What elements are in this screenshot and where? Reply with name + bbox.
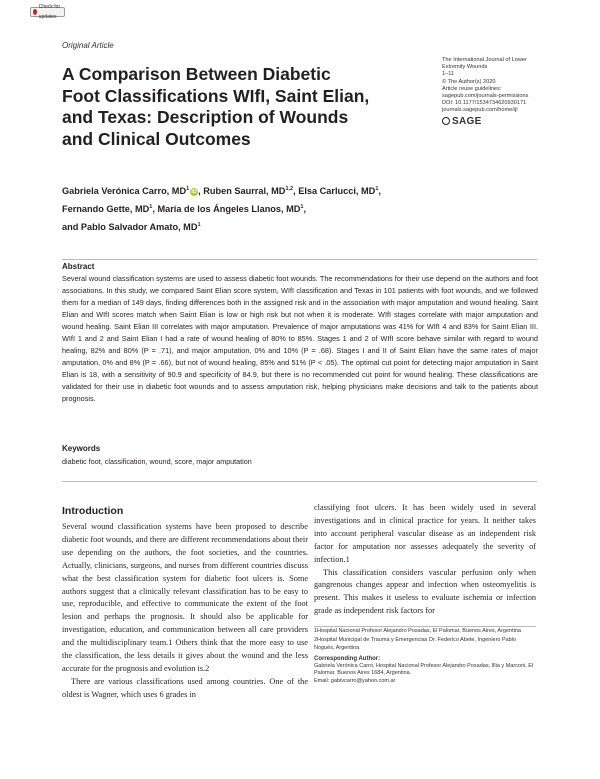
sage-logo — [442, 116, 562, 127]
keywords-divider — [62, 481, 537, 482]
author-line: and Pablo Salvador Amato, $MD^1$ — [62, 222, 201, 233]
affiliation-marker: 1 — [186, 186, 190, 192]
body-column-left — [62, 521, 308, 702]
affiliation-marker: 1,2 — [285, 186, 294, 192]
affiliation-footnote: 1Hospital Nacional Profesor Alejandro Posadas, El Palomar, Buenos Aires, Argentina — [314, 628, 521, 634]
journal-name: The International Journal of Lower — [442, 57, 527, 63]
affiliation-marker: 1 — [197, 222, 201, 229]
corresponding-author-address: Gabriela Verónica Carro, Hospital Nacional Profesor Alejandro Posadas, Illia y Marconi, El Palomar, Buenos Aires 1684, Argentina. — [314, 663, 534, 677]
footnotes — [314, 628, 536, 685]
affiliation-footnote: 2Hospital Municipal de Trauma y Emergencias Dr. Federico Abete, Ingeniero Pablo Nogués, Argentina — [314, 637, 517, 651]
permissions-link[interactable]: sagepub.com/journals-permissions — [442, 93, 529, 100]
author-name: Fernando Gette, MD — [62, 204, 150, 215]
abstract-divider — [62, 259, 537, 260]
keywords-heading: Keywords — [62, 444, 101, 453]
update-icon — [33, 9, 37, 15]
abstract-text: Several wound classification systems are used to assess diabetic foot wounds. The recommendations for their use depend on the authors and foot associations. In this study, we compared Saint Elian score system, WIfI classification and Texas in 101 patients with foot wounds, and we followed them for a median of 149 days, finding differences both in the assigned risk and in the association with major amputation and wound healing. Saint Elian and WIfI scores match when Saint Elian is low or high risk but not when it is moderate. WIfI stages correlate with major amputation and wound healing. Saint Elian III correlates with major amputation. Prevalence of major amputations was 41% for WIfI 4 and 83% for Saint Elian III. WIfI 1 and 2 and Saint Elian I had a rate of wound healing of 80% to 85%. Stages 1 and 2 of WIfI score behave similar with regard to wound healing, 82% and 80% (P = .71), and major amputation, 0% and 10% (P = .68). Stages I and II of Saint Elian have the same rates of major amputation, 0% and 8% (P = .66), but not of wound healing, 85% and 51% (P < .05). The optimal cut point for detecting major amputation in Saint Elian is 18, with a sensitivity of 90.9 and specificity of 84.9, but there is no recommended cut point for wound healing. These classifications are validated for their use in diabetic foot wounds and to assess amputation risk, helping physicians make decisions and talk to the patients about prognosis. — [62, 274, 538, 403]
journal-home-link[interactable]: journals.sagepub.com/home/ijl — [442, 107, 518, 114]
sage-logo-icon — [442, 117, 450, 125]
body-paragraph: classifying foot ulcers. It has been widely used in several investigations and in clinical practice for years. It neither takes into account peripheral vascular disease as an independent risk factor for amputation nor assesses adequately the severity of infection.1 — [314, 503, 536, 564]
badge-label: Check for updates — [38, 4, 61, 20]
body-column-right — [314, 502, 536, 618]
body-paragraph: This classification considers vascular perfusion only when gangrenous changes appear and infection when osteomyelitis is present. This makes it useless to evaluate ischemia or infection grade as independent risk factors for — [314, 567, 536, 616]
author-name: Elsa Carlucci, MD — [298, 186, 376, 197]
author-list — [62, 181, 462, 235]
introduction-heading: Introduction — [62, 505, 124, 517]
title-line: and Clinical Outcomes — [62, 128, 251, 149]
body-paragraph: There are various classifications used among countries. One of the oldest is Wagner, which uses 6 grades in — [62, 676, 308, 699]
copyright: © The Author(s) 2020 — [442, 78, 496, 85]
title-line: Foot Classifications WIfI, Saint Elian, — [62, 85, 370, 106]
author-name: Gabriela Verónica Carro, MD — [62, 186, 187, 197]
check-for-updates-badge[interactable] — [30, 4, 65, 20]
article-title — [62, 64, 392, 150]
orcid-icon[interactable]: iD — [191, 188, 197, 195]
body-paragraph: Several wound classification systems have been proposed to describe diabetic foot wounds, and there are different recommendations about their use depending on the authors, the foot societies, and the countries. Actually, clinicians, surgeons, and nurses from different countries discuss what the best classification system for diabetic foot ulcers is. Some authors suggest that a clinically relevant classification has to be easy to use, reproducible, and effective to communicate the extent of the foot lesion and perhaps the prognosis. It should also be applicable for investigation, education, and communication between all care providers and the multidisciplinary team.1 Others think that the more easy to use the classification, the less details it gives about the wound and the less accurate for the prognosis and evolution is.2 — [62, 522, 308, 673]
corresponding-author-heading: Corresponding Author: — [314, 655, 381, 662]
journal-name: Extremity Wounds — [442, 64, 488, 71]
author-name: Pablo Salvador Amato, MD — [80, 222, 198, 233]
author-line: Fernando Gette, $MD^1$, María de los Ángeles Llanos, $MD^1$, — [62, 204, 307, 215]
author-name: María de los Ángeles Llanos, MD — [157, 204, 301, 215]
author-name: Ruben Saurral, MD — [203, 186, 286, 197]
reuse-label: Article reuse guidelines: — [442, 85, 502, 92]
affiliation-marker: 1 — [375, 186, 379, 192]
article-type: Original Article — [62, 41, 114, 50]
abstract-heading: Abstract — [62, 262, 95, 271]
page-range: 1–11 — [442, 71, 455, 78]
title-line: and Texas: Description of Wounds — [62, 107, 349, 127]
corresponding-author-email[interactable]: Email: gabivcarro@yahoo.com.ar — [314, 677, 396, 684]
footnote-divider — [314, 626, 536, 627]
title-line: A Comparison Between Diabetic — [62, 64, 331, 84]
author-line: Gabriela Verónica Carro, $MD^1$ iD, Ruben Saurral, MD$^{1,2}$, Elsa Carlucci, $MD^1$, — [62, 186, 381, 197]
journal-info — [442, 57, 562, 127]
affiliation-marker: 1 — [149, 204, 153, 211]
publisher-name: SAGE — [452, 115, 482, 127]
keywords-text: diabetic foot, classification, wound, score, major amputation — [62, 457, 252, 466]
affiliation-marker: 1 — [300, 204, 304, 211]
doi[interactable]: DOI: 10.1177/1534734620930171 — [442, 100, 527, 107]
